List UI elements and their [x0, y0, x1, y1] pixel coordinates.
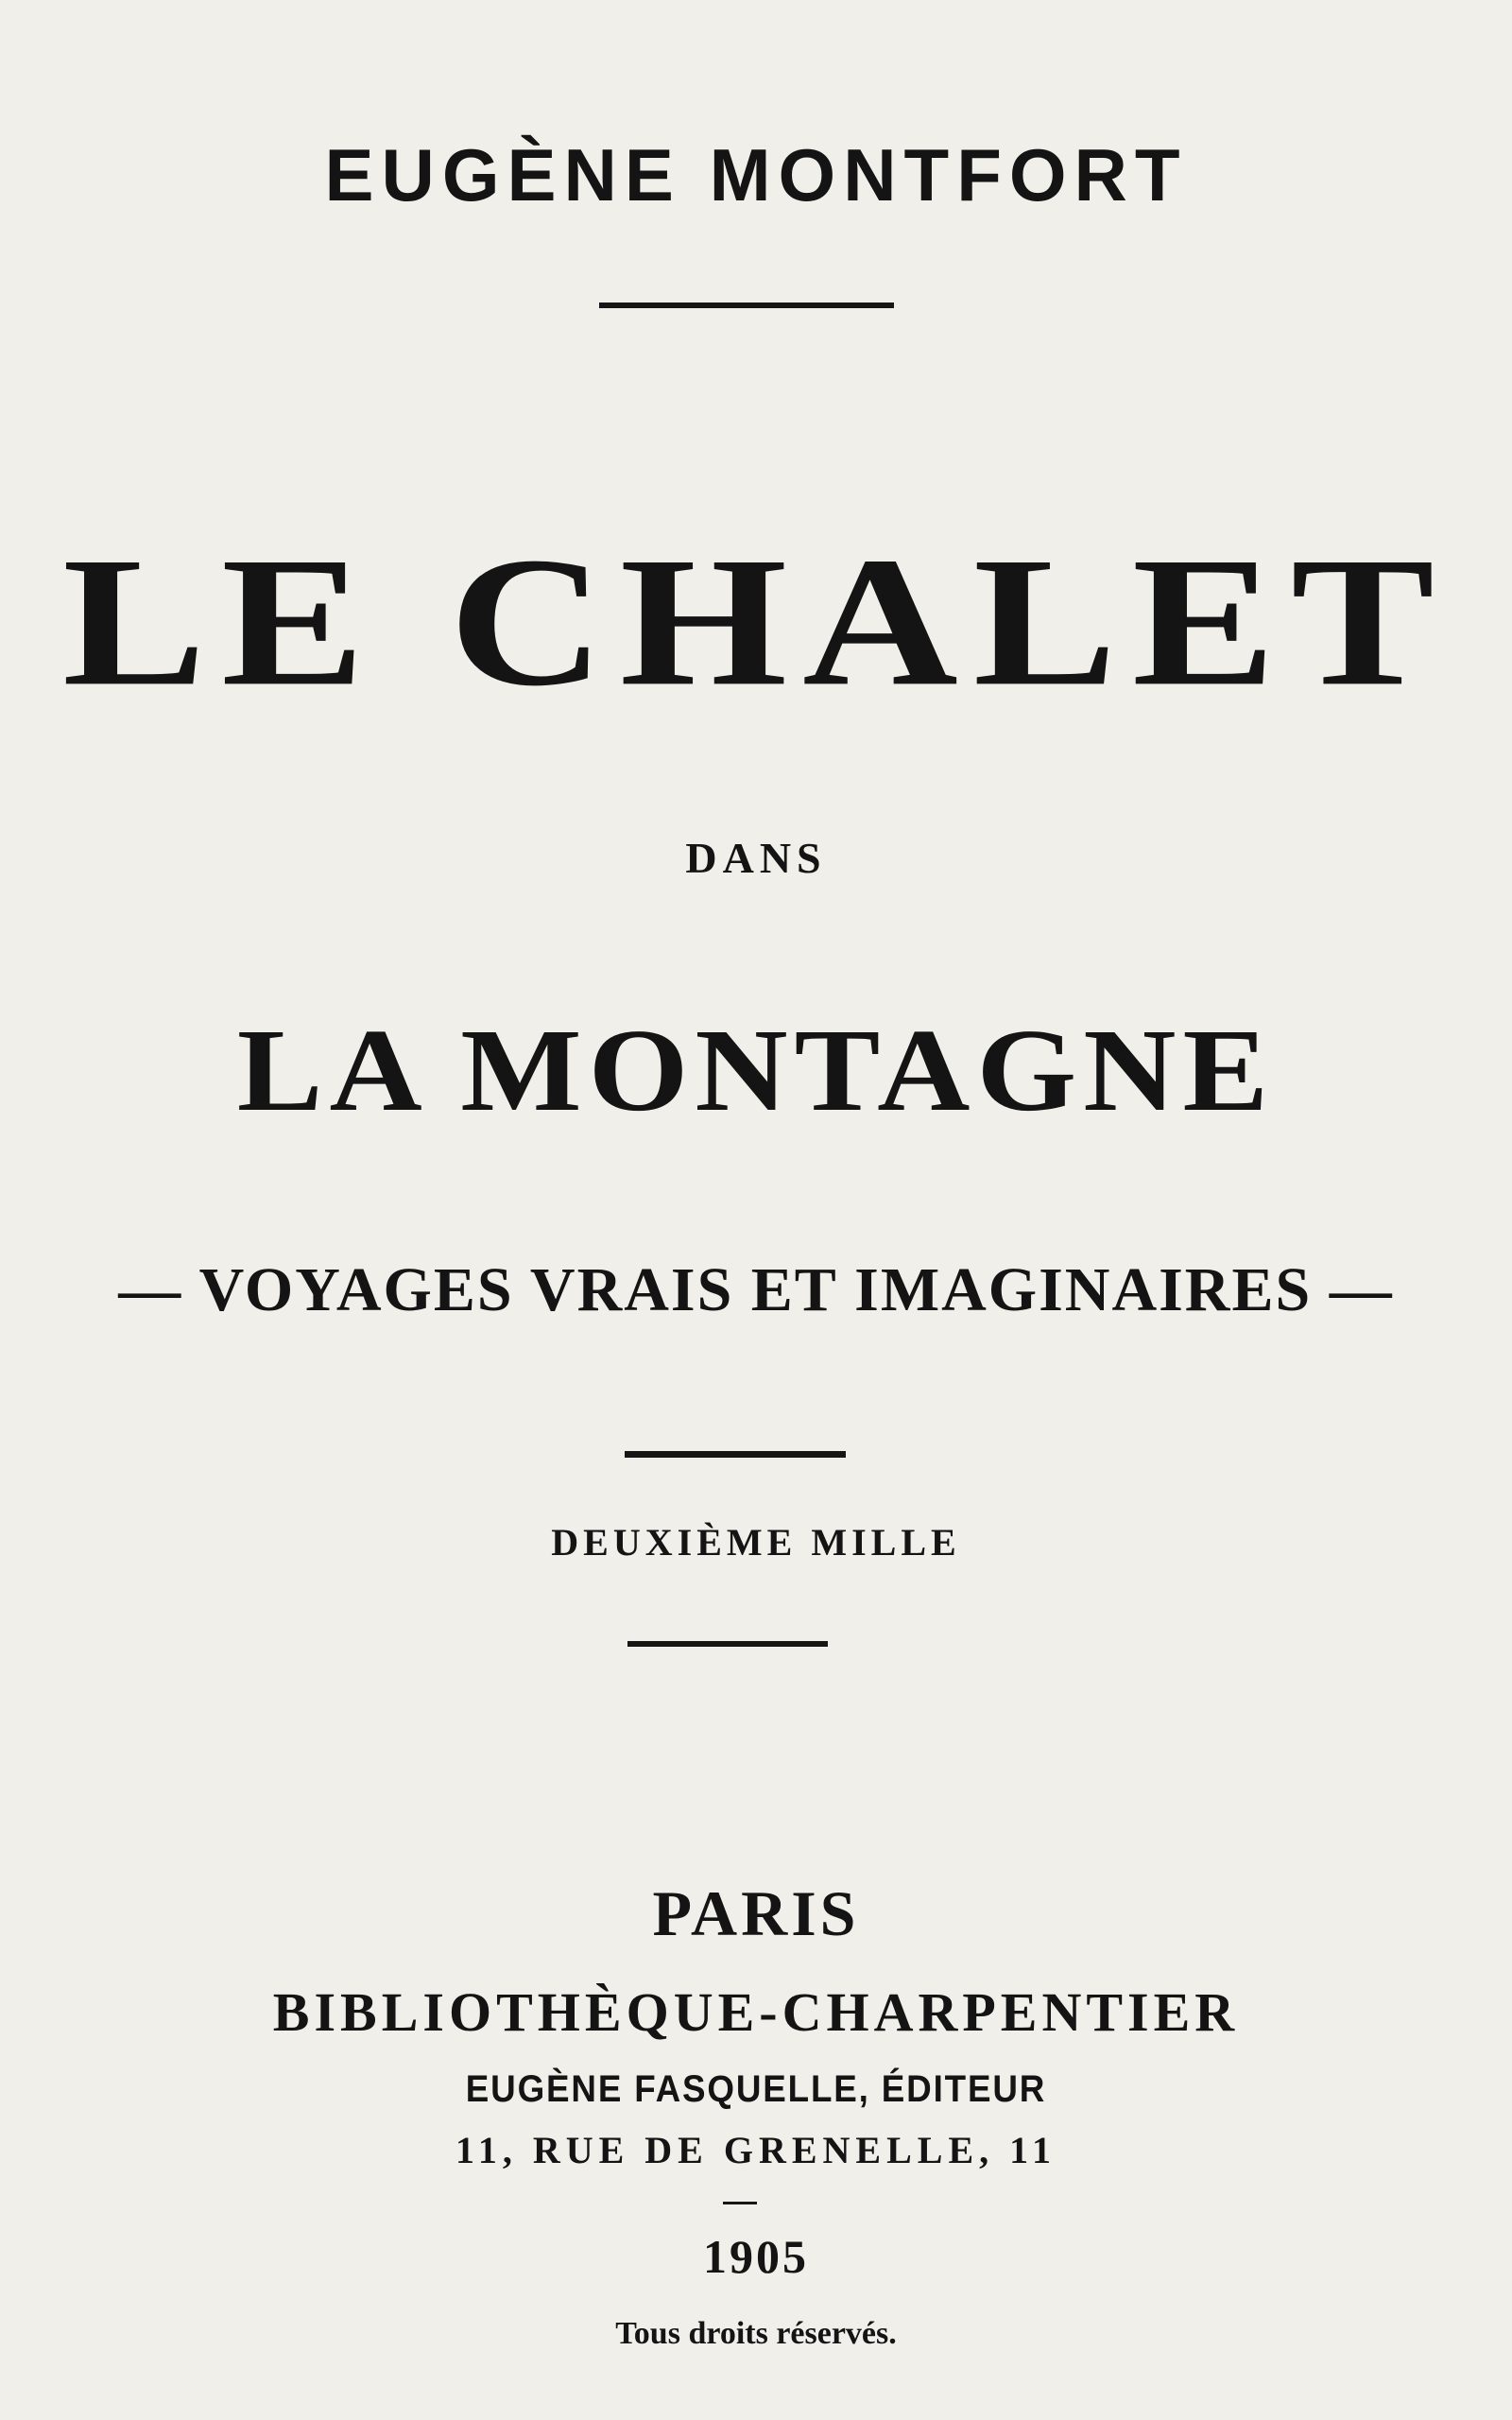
- publisher-address: 11, RUE DE GRENELLE, 11: [455, 2129, 1057, 2171]
- publication-year: 1905: [703, 2230, 809, 2283]
- book-title: LE CHALET: [61, 519, 1451, 725]
- editor-name: EUGÈNE FASQUELLE, ÉDITEUR: [465, 2068, 1047, 2110]
- author-name: EUGÈNE MONTFORT: [324, 133, 1188, 216]
- rule-above-edition: [625, 1451, 846, 1458]
- rule-below-edition: [627, 1641, 828, 1647]
- publication-city: PARIS: [652, 1877, 860, 1949]
- rights-notice: Tous droits réservés.: [615, 2316, 897, 2351]
- book-title-continued: LA MONTAGNE: [236, 1005, 1276, 1136]
- rule-under-author: [599, 302, 894, 308]
- title-connector: DANS: [685, 834, 827, 882]
- book-subtitle: — VOYAGES VRAIS ET IMAGINAIRES —: [118, 1255, 1394, 1324]
- rule-above-year: [723, 2202, 757, 2204]
- edition-note: DEUXIÈME MILLE: [551, 1521, 961, 1564]
- publisher-name: BIBLIOTHÈQUE-CHARPENTIER: [272, 1981, 1240, 2043]
